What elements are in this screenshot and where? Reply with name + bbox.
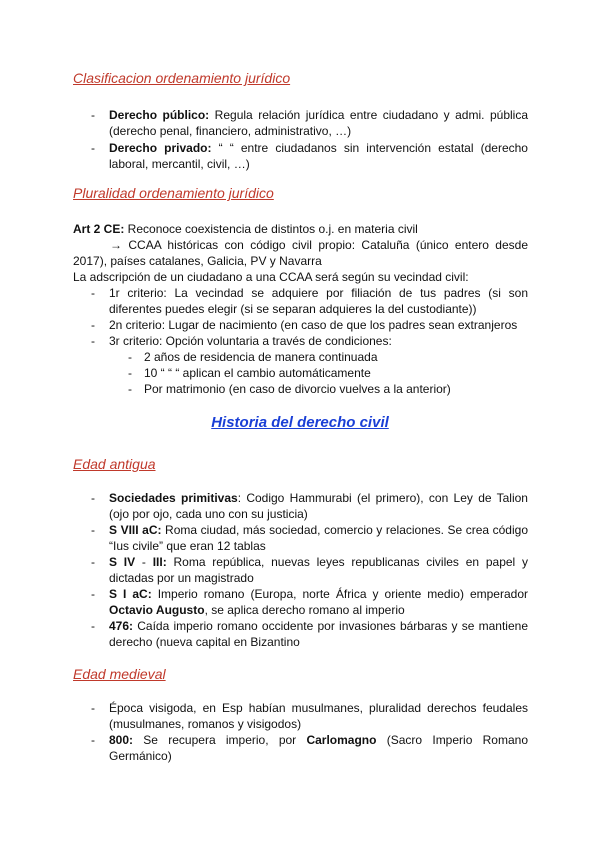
term: 476:: [109, 619, 134, 633]
bullet: -: [128, 350, 132, 364]
list-item: [91, 554, 528, 586]
heading-clasificacion: Clasificacion ordenamiento jurídico: [73, 70, 291, 86]
list-item: [91, 107, 528, 139]
term: 800:: [109, 733, 134, 747]
adscripcion: La adscripción de un ciudadano a una CCAA será según su vecindad civil:: [73, 270, 469, 284]
condicion: 10 “ “ “ aplican el cambio automáticamente: [144, 366, 371, 380]
ccaa-line: [73, 237, 528, 269]
term: S IV: [109, 555, 136, 569]
heading-edad-antigua: Edad antigua: [73, 456, 156, 472]
term: Sociedades primitivas: [109, 491, 238, 505]
definition: , se aplica derecho romano al imperio: [204, 603, 405, 617]
list-item: [91, 586, 528, 618]
criterio: 2n criterio: Lugar de nacimiento (en caso de que los padres sean extranjeros: [109, 318, 518, 332]
bullet: -: [91, 619, 95, 633]
definition: (Sacro Imperio Romano Germánico): [109, 733, 528, 763]
term: S VIII aC:: [109, 523, 162, 537]
bullet: -: [128, 382, 132, 396]
bullet: -: [91, 555, 95, 569]
bullet: -: [91, 701, 95, 715]
sub-list-item: [128, 365, 528, 381]
ccaa-text: CCAA históricas con código civil propio: Cataluña (único entero desde 2017), países catalanes, Galicia, PV y Navarra: [73, 238, 528, 268]
term: Derecho público:: [109, 108, 210, 122]
definition: Se recupera imperio, por: [133, 733, 307, 747]
bullet: -: [91, 318, 95, 332]
term: Carlomagno: [306, 733, 377, 747]
definition: Época visigoda, en Esp habían musulmanes, pluralidad derechos feudales (musulmanes, romanos y visigodos): [109, 701, 528, 731]
term: S I aC:: [109, 587, 152, 601]
bullet: -: [91, 108, 95, 122]
art-2-ce: [73, 221, 528, 237]
criterio: 3r criterio: Opción voluntaria a través de condiciones:: [109, 334, 392, 348]
list-item: [91, 140, 528, 172]
list-item: [91, 490, 528, 522]
page-title: Historia del derecho civil: [211, 414, 389, 431]
condicion: Por matrimonio (en caso de divorcio vuelves a la anterior): [144, 382, 451, 396]
term: Octavio Augusto: [109, 603, 205, 617]
bullet: -: [91, 286, 95, 300]
criterio: 1r criterio: La vecindad se adquiere por filiación de tus padres (si son diferentes puedes elegir (si se separan adquieres la del custodiante)): [109, 286, 528, 316]
definition: “ “ entre ciudadanos sin intervención estatal (derecho laboral, mercantil, civil, …): [109, 141, 528, 171]
bullet: -: [128, 366, 132, 380]
list-item: [91, 285, 528, 317]
bullet: -: [91, 733, 95, 747]
list-item: [91, 618, 528, 650]
sub-list-item: [128, 381, 528, 397]
definition: Reconoce coexistencia de distintos o.j. en materia civil: [124, 222, 418, 236]
term: Derecho privado:: [109, 141, 212, 155]
sub-list-item: [128, 349, 528, 365]
definition: Imperio romano (Europa, norte África y oriente medio) emperador: [151, 587, 528, 601]
definition: Roma república, nuevas leyes republicanas civiles en papel y dictadas por un magistrado: [109, 555, 528, 585]
list-item: [91, 732, 528, 764]
definition: Roma ciudad, más sociedad, comercio y relaciones. Se crea código “Ius civile” que eran 12 tablas: [109, 523, 528, 553]
definition: : Codigo Hammurabi (el primero), con Ley de Talion (ojo por ojo, cada uno con su justicia): [109, 491, 528, 521]
list-item: [91, 700, 528, 732]
definition: Regula relación jurídica entre ciudadano y admi. pública (derecho penal, financiero, administrativo, …): [109, 108, 529, 138]
heading-pluralidad: Pluralidad ordenamiento jurídico: [73, 185, 274, 201]
bullet: -: [91, 141, 95, 155]
list-item: [91, 333, 528, 349]
term: III:: [152, 555, 167, 569]
bullet: -: [91, 334, 95, 348]
separator: -: [135, 555, 153, 569]
bullet: -: [91, 491, 95, 505]
condicion: 2 años de residencia de manera continuada: [144, 350, 378, 364]
term: Art 2 CE:: [73, 222, 125, 236]
list-item: [91, 522, 528, 554]
definition: Caída imperio romano occidente por invasiones bárbaras y se mantiene derecho (nueva capital en Bizantino: [109, 619, 528, 649]
arrow-icon: →: [110, 238, 122, 252]
bullet: -: [91, 523, 95, 537]
bullet: -: [91, 587, 95, 601]
list-item: [91, 317, 528, 333]
heading-edad-medieval: Edad medieval: [73, 666, 166, 682]
